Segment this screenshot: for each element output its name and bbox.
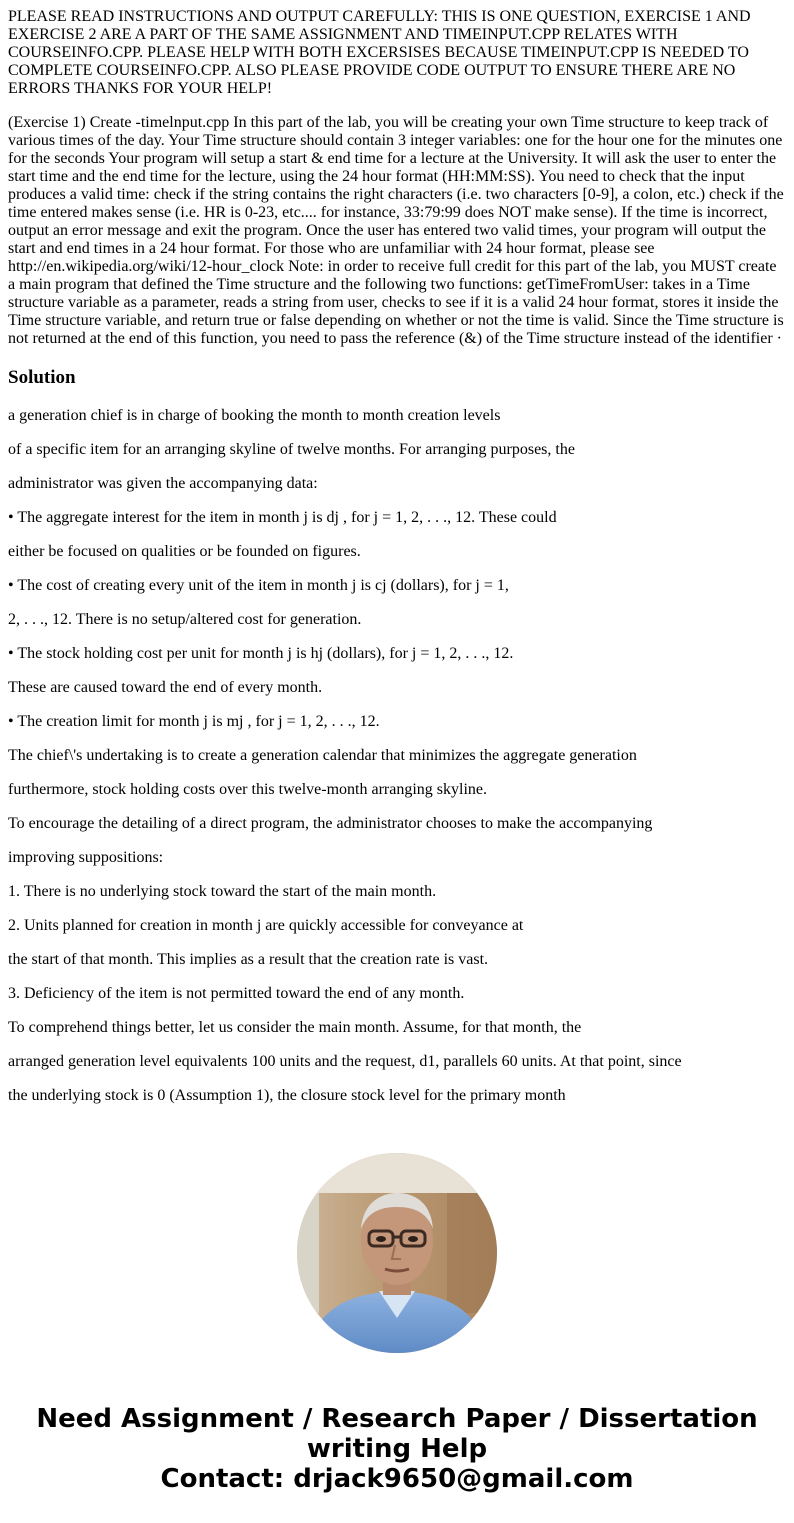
- solution-line: 2. Units planned for creation in month j are quickly accessible for conveyance at: [8, 917, 524, 934]
- solution-line: • The creation limit for month j is mj , for j = 1, 2, . . ., 12.: [8, 713, 380, 730]
- promo-line-2: writing Help: [306, 1434, 488, 1464]
- solution-line: To encourage the detailing of a direct program, the administrator chooses to make the accompanying: [8, 815, 653, 832]
- solution-line: • The stock holding cost per unit for month j is hj (dollars), for j = 1, 2, . . ., 12.: [8, 645, 514, 662]
- solution-line: 1. There is no underlying stock toward the start of the main month.: [8, 883, 437, 900]
- solution-line: • The cost of creating every unit of the item in month j is cj (dollars), for j = 1,: [8, 577, 509, 594]
- solution-line: of a specific item for an arranging skyline of twelve months. For arranging purposes, the: [8, 441, 575, 458]
- solution-line: To comprehend things better, let us consider the main month. Assume, for that month, the: [8, 1019, 582, 1036]
- solution-line: These are caused toward the end of every month.: [8, 679, 323, 696]
- solution-line: either be focused on qualities or be founded on figures.: [8, 543, 361, 560]
- solution-line: The chief\'s undertaking is to create a generation calendar that minimizes the aggregate generation: [8, 747, 637, 764]
- solution-text: [8, 407, 786, 1121]
- solution-line: a generation chief is in charge of booking the month to month creation levels: [8, 407, 501, 424]
- solution-line: arranged generation level equivalents 100 units and the request, d1, parallels 60 units. At that point, since: [8, 1053, 682, 1070]
- promo-contact: Contact: drjack9650@gmail.com: [160, 1464, 634, 1494]
- question-body: (Exercise 1) Create -timelnput.cpp In this part of the lab, you will be creating your own Time structure to keep track of various times of the day. Your Time structure should contain 3 integer variables: one for the hour one for the minutes one for the seconds Your program will setup a start & end time for a lecture at the University. It will ask the user to enter the start time and the end time for the lecture, using the 24 hour format (HH:MM:SS). You need to check that the input produces a valid time: check if the string contains the right characters (i.e. two characters [0-9], a colon, etc.) check if the time entered makes sense (i.e. HR is 0-23, etc.... for instance, 33:79:99 does NOT make sense). If the time is incorrect, output an error message and exit the program. Once the user has entered two valid times, your program will output the start and end times in a 24 hour format. For those who are unfamiliar with 24 hour format, please see http://en.wikipedia.org/wiki/12-hour_clock Note: in order to receive full credit for this part of the lab, you MUST create a main program that defined the Time structure and the following two functions: getTimeFromUser: takes in a Time structure variable as a parameter, reads a string from user, checks to see if it is a valid 24 hour format, stores it inside the Time structure variable, and return true or false depending on whether or not the time is valid. Since the Time structure is not returned at the end of this function, you need to pass the reference (&) of the Time structure instead of the identifier ·: [8, 114, 784, 347]
- question-block: [8, 8, 786, 364]
- solution-line: the underlying stock is 0 (Assumption 1), the closure stock level for the primary month: [8, 1087, 566, 1104]
- solution-line: • The aggregate interest for the item in month j is dj , for j = 1, 2, . . ., 12. These could: [8, 509, 557, 526]
- solution-line: 2, . . ., 12. There is no setup/altered cost for generation.: [8, 611, 362, 628]
- solution-line: improving suppositions:: [8, 849, 164, 866]
- solution-line: 3. Deficiency of the item is not permitted toward the end of any month.: [8, 985, 465, 1002]
- solution-line: furthermore, stock holding costs over this twelve-month arranging skyline.: [8, 781, 488, 798]
- question-intro: PLEASE READ INSTRUCTIONS AND OUTPUT CAREFULLY: THIS IS ONE QUESTION, EXERCISE 1 AND EXERCISE 2 ARE A PART OF THE SAME ASSIGNMENT AND TIMEINPUT.CPP RELATES WITH COURSEINFO.CPP. PLEASE HELP WITH BOTH EXCERSISES BECAUSE TIMEINPUT.CPP IS NEEDED TO COMPLETE COURSEINFO.CPP. ALSO PLEASE PROVIDE CODE OUTPUT TO ENSURE THERE ARE NO ERRORS THANKS FOR YOUR HELP!: [8, 8, 751, 97]
- promo-banner: [0, 1404, 794, 1494]
- author-photo: [297, 1153, 497, 1353]
- solution-heading: Solution: [8, 367, 76, 388]
- solution-line: administrator was given the accompanying data:: [8, 475, 318, 492]
- solution-line: the start of that month. This implies as a result that the creation rate is vast.: [8, 951, 489, 968]
- promo-line-1: Need Assignment / Research Paper / Dissertation: [36, 1404, 758, 1434]
- author-portrait-image: [297, 1153, 497, 1353]
